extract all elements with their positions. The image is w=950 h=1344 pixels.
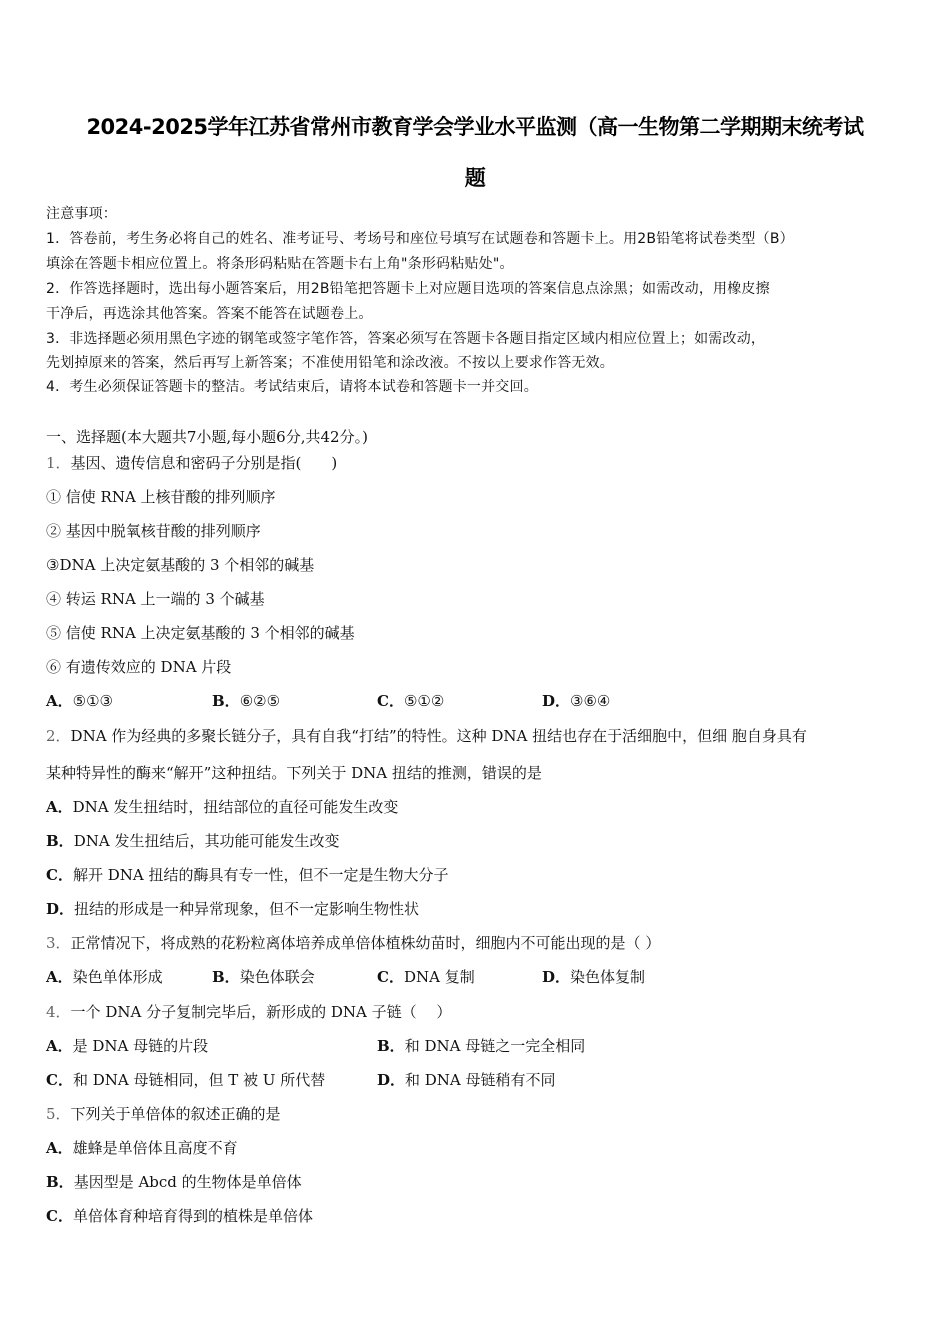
notice-line: 填涂在答题卡相应位置上。将条形码粘贴在答题卡右上角"条形码粘贴处"。 (46, 256, 514, 272)
question-text: DNA 作为经典的多聚长链分子，具有自我“打结”的特性。这种 DNA 扭结也存在于活细胞中，但细 胞自身具有 (70, 727, 807, 745)
notice-line: 3．非选择题必须用黑色字迹的钢笔或签字笔作答，答案必须写在答题卡各题目指定区域内相应位置上；如需改动， (46, 331, 766, 347)
statement-item: ⑤ 信使 RNA 上决定氨基酸的 3 个相邻的碱基 (46, 624, 355, 642)
option-d: D．染色体复制 (542, 968, 646, 986)
document-title-line-1: 2024-2025学年江苏省常州市教育学会学业水平监测（高一生物第二学期期末统考试 (86, 115, 864, 139)
option-a: A．DNA 发生扭结时，扭结部位的直径可能发生改变 (46, 798, 399, 816)
statement-item: ② 基因中脱氧核苷酸的排列顺序 (46, 522, 261, 540)
question-number: 2． (46, 727, 71, 745)
option-a: A．染色单体形成 (46, 968, 163, 986)
question-number: 1． (46, 454, 71, 472)
notice-line: 先划掉原来的答案，然后再写上新答案；不准使用铅笔和涂改液。不按以上要求作答无效。 (46, 355, 614, 371)
question-stem (46, 932, 660, 953)
notice-line: 4．考生必须保证答题卡的整洁。考试结束后，请将本试卷和答题卡一并交回。 (46, 379, 538, 395)
notice-heading: 注意事项： (46, 206, 117, 222)
option-a: A．雄蜂是单倍体且高度不育 (46, 1139, 238, 1157)
question-stem (46, 1103, 281, 1124)
question-stem-continued: 某种特异性的酶来“解开”这种扭结。下列关于 DNA 扭结的推测，错误的是 (46, 764, 542, 782)
question-text: 一个 DNA 分子复制完毕后，新形成的 DNA 子链（ ） (70, 1003, 452, 1021)
option-c: C．DNA 复制 (377, 968, 475, 986)
statement-item: ③DNA 上决定氨基酸的 3 个相邻的碱基 (46, 556, 315, 574)
question-stem (46, 452, 337, 473)
option-b: B．和 DNA 母链之一完全相同 (377, 1037, 586, 1055)
question-number: 5． (46, 1105, 71, 1123)
option-d: D．和 DNA 母链稍有不同 (377, 1071, 556, 1089)
option-a: A．⑤①③ (46, 692, 113, 710)
question-stem (46, 1001, 451, 1022)
option-c: C．和 DNA 母链相同，但 T 被 U 所代替 (46, 1071, 326, 1089)
question-number: 3． (46, 934, 71, 952)
option-c: C．⑤①② (377, 692, 445, 710)
question-number: 4． (46, 1003, 71, 1021)
statement-item: ① 信使 RNA 上核苷酸的排列顺序 (46, 488, 276, 506)
option-c: C．单倍体育种培育得到的植株是单倍体 (46, 1207, 313, 1225)
option-b: B．DNA 发生扭结后，其功能可能发生改变 (46, 832, 340, 850)
option-b: B．⑥②⑤ (212, 692, 281, 710)
question-text: 基因、遗传信息和密码子分别是指( ) (70, 454, 338, 472)
statement-item: ④ 转运 RNA 上一端的 3 个碱基 (46, 590, 265, 608)
option-d: D．扭结的形成是一种异常现象，但不一定影响生物性状 (46, 900, 420, 918)
statement-item: ⑥ 有遗传效应的 DNA 片段 (46, 658, 232, 676)
question-text: 下列关于单倍体的叙述正确的是 (70, 1105, 281, 1123)
notice-line: 1．答卷前，考生务必将自己的姓名、准考证号、考场号和座位号填写在试题卷和答题卡上。用2B铅笔将试卷类型（B） (46, 231, 794, 247)
option-b: B．染色体联会 (212, 968, 315, 986)
option-d: D．③⑥④ (542, 692, 611, 710)
document-title-line-2: 题 (464, 166, 486, 190)
question-stem (46, 725, 807, 746)
section-heading: 一、选择题(本大题共7小题,每小题6分,共42分。) (46, 428, 368, 446)
option-c: C．解开 DNA 扭结的酶具有专一性，但不一定是生物大分子 (46, 866, 449, 884)
notice-line: 干净后，再选涂其他答案。答案不能答在试题卷上。 (46, 306, 373, 322)
option-b: B．基因型是 Abcd 的生物体是单倍体 (46, 1173, 302, 1191)
question-text: 正常情况下，将成熟的花粉粒离体培养成单倍体植株幼苗时，细胞内不可能出现的是（ ） (70, 934, 661, 952)
notice-line: 2．作答选择题时，选出每小题答案后，用2B铅笔把答题卡上对应题目选项的答案信息点涂黑；如需改动，用橡皮擦 (46, 281, 770, 297)
option-a: A．是 DNA 母链的片段 (46, 1037, 209, 1055)
